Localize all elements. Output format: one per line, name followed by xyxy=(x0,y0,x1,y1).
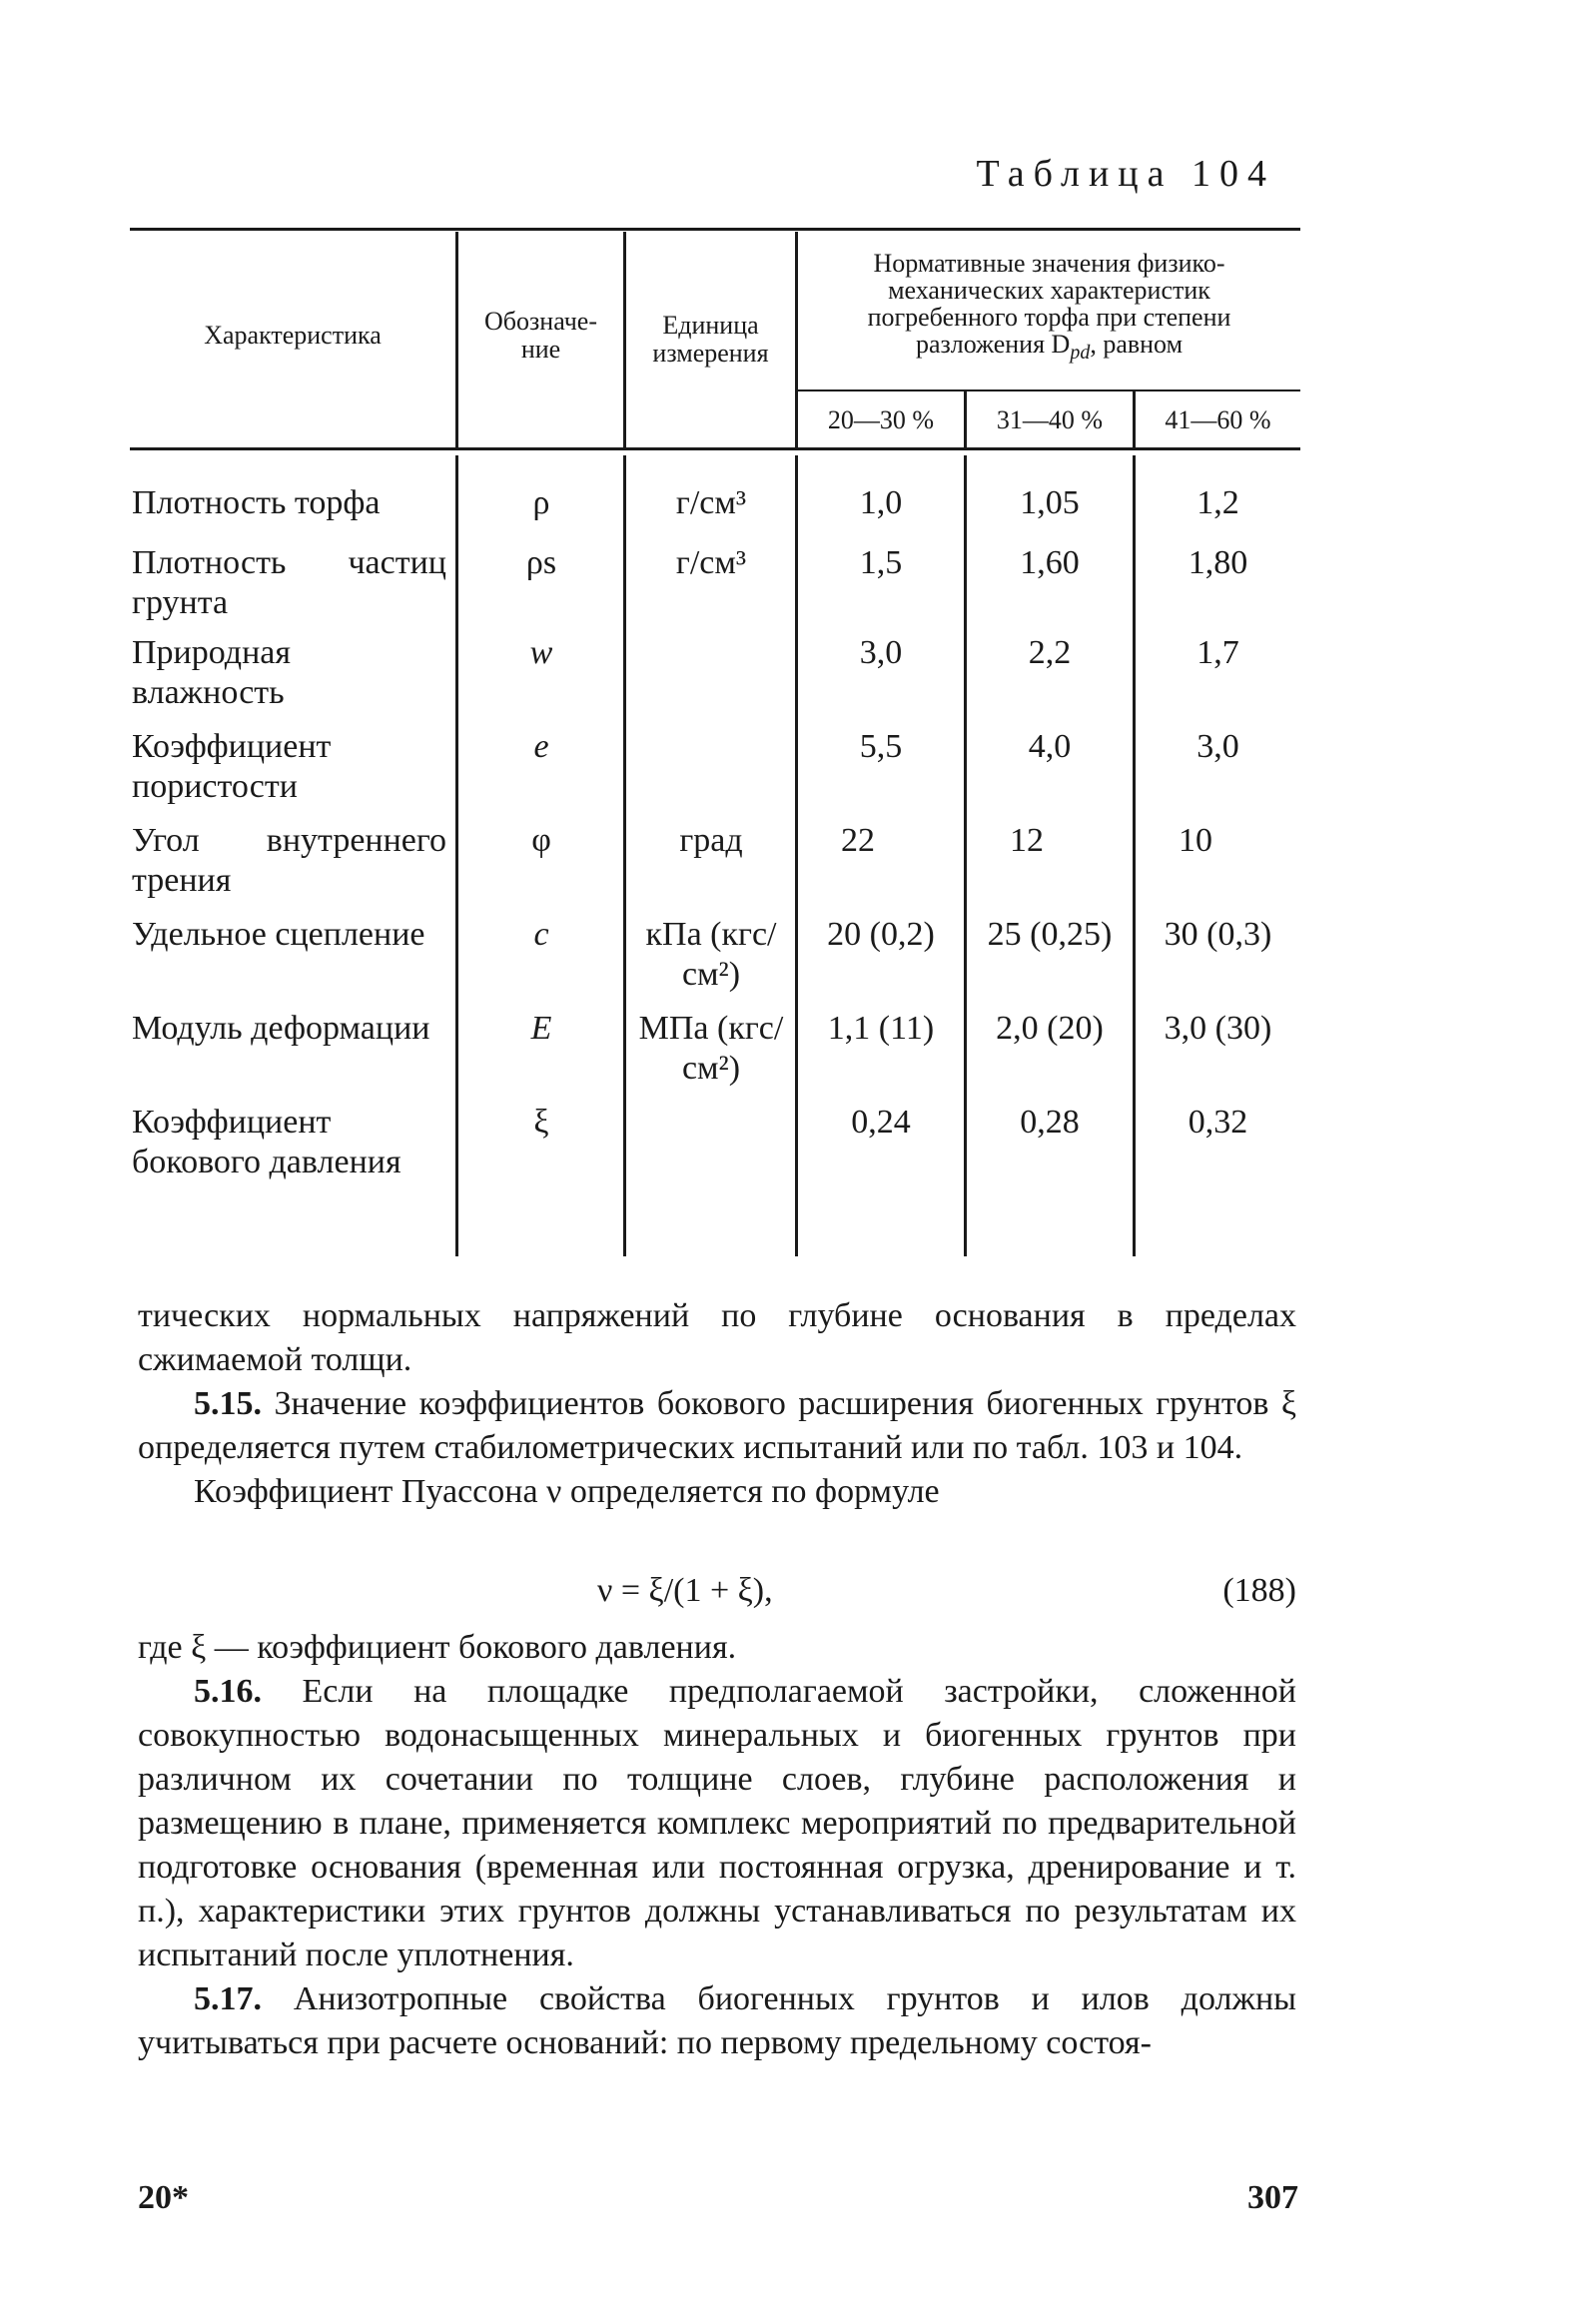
header-values-line3: погребенного торфа при степени xyxy=(867,303,1231,332)
header-values-line4 xyxy=(798,331,1300,367)
header-sub-2: 31—40 % xyxy=(996,405,1104,434)
row-value-2: 4,0 xyxy=(1028,728,1072,765)
row-value-3: 1,7 xyxy=(1196,634,1239,671)
paragraph-5-17 xyxy=(138,1977,1296,2065)
header-values-line4-text: разложения D xyxy=(915,330,1071,359)
section-number: 5.16. xyxy=(194,1673,262,1710)
row-symbol: c xyxy=(533,916,549,953)
row-value-2: 2,2 xyxy=(1028,634,1072,671)
row-value-3: 3,0 (30) xyxy=(1164,1010,1272,1047)
row-symbol: E xyxy=(530,1010,552,1047)
row-symbol: ρ xyxy=(532,484,550,521)
row-value-1: 1,1 (11) xyxy=(827,1010,935,1047)
body-divider-1 xyxy=(455,455,458,1256)
formula-expression: ν = ξ/(1 + ξ), xyxy=(597,1572,773,1609)
header-unit xyxy=(626,312,795,368)
row-name: Модуль деформации xyxy=(132,1010,430,1047)
row-value-1: 20 (0,2) xyxy=(827,916,935,953)
row-name: Удельное сцепление xyxy=(132,916,425,953)
row-name: Коэффициент пористости xyxy=(132,728,332,805)
row-value-1: 5,5 xyxy=(859,728,903,765)
header-sub-1: 20—30 % xyxy=(827,405,935,434)
row-unit: г/см³ xyxy=(675,544,747,581)
row-value-1: 1,5 xyxy=(859,544,903,581)
page-number: 307 xyxy=(1247,2179,1298,2216)
subheader-rule xyxy=(797,389,1300,391)
header-sub-3: 41—60 % xyxy=(1165,405,1271,434)
row-name: Угол внутреннего трения xyxy=(132,822,446,899)
paragraph-where: где ξ — коэффициент бокового давления. xyxy=(138,1629,737,1666)
row-value-2: 12 xyxy=(1010,822,1044,859)
row-name: Природная влажность xyxy=(132,634,291,711)
header-symbol xyxy=(458,308,623,364)
row-value-1: 3,0 xyxy=(859,634,903,671)
body-text-lower xyxy=(138,1626,1296,2065)
paragraph-5-15 xyxy=(138,1382,1296,1470)
header-characteristic: Характеристика xyxy=(204,321,382,350)
row-value-3: 1,2 xyxy=(1196,484,1239,521)
row-symbol: φ xyxy=(531,822,551,859)
row-unit: град xyxy=(679,822,743,859)
row-symbol: ρs xyxy=(525,544,557,581)
row-name: Коэффициент бокового давления xyxy=(132,1104,401,1180)
row-value-3: 0,32 xyxy=(1188,1104,1248,1141)
paragraph-continuation: тических нормальных напряжений по глубине основания в пределах сжимаемой толщи. xyxy=(138,1297,1296,1378)
header-unit-line1: Единица xyxy=(662,311,759,340)
paragraph-text: Если на площадке предполагаемой застройки, сложенной совокупностью водонасыщенных минеральных и биогенных грунтов при различном их сочетании по толщине слоев, глубине расположения и размещению в плане, применяется комплекс мероприятий по предварительной подготовке основания (временная или постоянная огрузка, дренирование и т. п.), характеристики этих грунтов должны устанавливаться по результатам их испытаний после уплотнения. xyxy=(138,1673,1296,1973)
body-text-upper xyxy=(138,1294,1296,1514)
row-name: Плотность частиц грунта xyxy=(132,544,446,621)
row-value-2: 25 (0,25) xyxy=(987,916,1113,953)
row-unit: г/см³ xyxy=(675,484,747,521)
row-value-3: 1,80 xyxy=(1188,544,1248,581)
paragraph-text: Анизотропные свойства биогенных грунтов и илов должны учитываться при расчете оснований: по первому предельному состоя- xyxy=(138,1980,1296,2061)
table-top-rule xyxy=(130,228,1300,231)
header-unit-line2: измерения xyxy=(652,339,769,368)
row-value-1: 22 xyxy=(841,822,875,859)
row-value-1: 0,24 xyxy=(851,1104,911,1141)
row-symbol: e xyxy=(533,728,549,765)
header-values xyxy=(798,250,1300,367)
section-number: 5.15. xyxy=(194,1385,262,1422)
paragraph-5-16 xyxy=(138,1670,1296,1977)
row-value-2: 2,0 (20) xyxy=(996,1010,1104,1047)
header-symbol-line2: ние xyxy=(520,335,561,364)
row-symbol: ξ xyxy=(533,1104,549,1141)
paragraph-poisson: Коэффициент Пуассона ν определяется по формуле xyxy=(194,1473,940,1510)
row-name: Плотность торфа xyxy=(132,484,381,521)
paragraph-text: Значение коэффициентов бокового расширения биогенных грунтов ξ определяется путем стабилометрических испытаний или по табл. 103 и 104. xyxy=(138,1385,1297,1466)
row-value-3: 30 (0,3) xyxy=(1164,916,1272,953)
row-unit: МПа (кгс/см²) xyxy=(638,1010,784,1087)
header-values-subscript: pd xyxy=(1070,342,1091,365)
row-value-2: 1,05 xyxy=(1020,484,1080,521)
header-values-line1: Нормативные значения физико- xyxy=(873,249,1225,278)
row-symbol: w xyxy=(529,634,553,671)
section-number: 5.17. xyxy=(194,1980,262,2017)
row-unit: кПа (кгс/см²) xyxy=(645,916,777,993)
header-values-line2: механических характеристик xyxy=(888,276,1210,305)
footer-signature-mark: 20* xyxy=(138,2179,189,2216)
formula-number: (188) xyxy=(1222,1572,1296,1609)
row-value-1: 1,0 xyxy=(859,484,903,521)
header-values-line4-end: , равном xyxy=(1090,330,1184,359)
row-value-3: 3,0 xyxy=(1196,728,1239,765)
row-value-2: 0,28 xyxy=(1020,1104,1080,1141)
table-caption: Таблица 104 xyxy=(976,153,1275,195)
row-value-3: 10 xyxy=(1179,822,1212,859)
row-value-2: 1,60 xyxy=(1020,544,1080,581)
header-bottom-rule xyxy=(130,447,1300,450)
formula-line xyxy=(138,1572,1296,1616)
data-table xyxy=(130,222,1300,1256)
header-symbol-line1: Обозначе- xyxy=(484,307,597,336)
